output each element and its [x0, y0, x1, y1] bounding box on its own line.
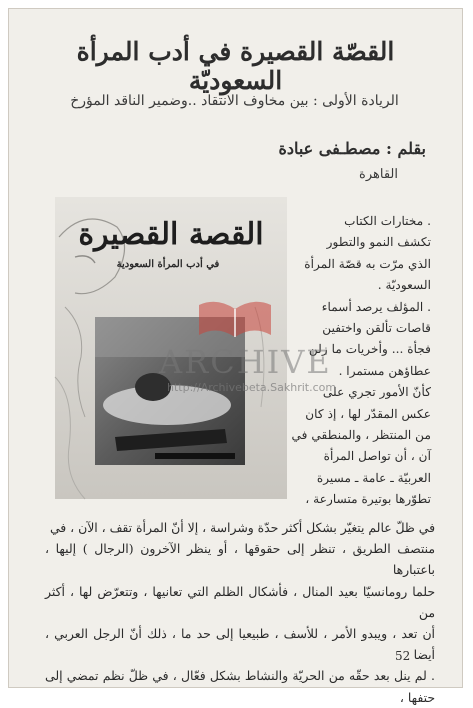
- side-line: السعوديّة .: [377, 278, 431, 293]
- side-line: . مختارات الكتاب: [344, 214, 431, 228]
- body-line: . لم ينل بعد حقّه من الحريّة والنشاط بشكل فعّال ، في ظلّ نظم تمضي إلى حتفها ،: [45, 668, 435, 705]
- cover-subtitle: في أدب المرأة السعودية: [116, 259, 220, 270]
- side-line: تطوّرها بوتيرة متسارعة ،: [305, 492, 431, 507]
- author-byline: بقلم : مصطـفى عبادة: [278, 139, 426, 158]
- body-line: في ظلّ عالم يتغيّر بشكل أكثر حدّة وشراسة ، إلا أنّ المرأة تقف ، الآن ، في: [49, 520, 435, 535]
- magazine-page: [8, 8, 463, 705]
- author-city: القاهرة: [359, 167, 398, 182]
- side-line: عطاؤهن مستمرا .: [338, 363, 431, 378]
- article-title: القصّة القصيرة في أدب المرأة السعوديّة: [76, 37, 395, 95]
- side-line: عكس المقدّر لها ، إذ كان: [305, 406, 431, 421]
- side-line: العربيّة ـ عامة ـ مسيرة: [316, 470, 431, 485]
- body-line: حلما رومانسيّا بعيد المنال ، فأشكال الظلم التي تعانيها ، وتتعرّض لها ، أكثر من: [45, 583, 435, 620]
- side-line: آن ، أن تواصل المرأة: [323, 449, 431, 464]
- side-line: الذي مرّت به قصّة المرأة: [304, 256, 431, 271]
- body-line: أن تعد ، ويبدو الأمر ، للأسف ، طبيعيا إلى حد ما ، ذلك أنّ الرجل العربي ، أيضا: [45, 626, 435, 663]
- side-line: تكشف النمو والتطور: [326, 235, 431, 250]
- article-subtitle: الريادة الأولى : بين مخاوف الانتقاد ..وضمير الناقد المؤرخ: [70, 93, 399, 109]
- watermark-brand: ARCHIVE: [159, 343, 332, 381]
- side-line: كأنّ الأمور تجري على: [322, 385, 431, 400]
- page-number: 52: [395, 649, 411, 663]
- side-line: فجأة ... وأخريات ما زلن: [308, 342, 431, 357]
- body-line: منتصف الطريق ، تنظر إلى حقوقها ، أو ينظر الآخرون (الرجال ) إليها ، باعتبارها: [45, 541, 435, 578]
- cover-title: القصة القصيرة: [78, 217, 264, 252]
- side-line: قاصات تألقن واختفين: [322, 321, 431, 336]
- side-line: . المؤلف يرصد أسماء: [321, 299, 431, 314]
- watermark-url: http://Archivebeta.Sakhrit.com: [167, 381, 337, 394]
- side-line: من المنتظر ، والمنطقي في: [291, 428, 431, 443]
- body-text: [45, 517, 435, 708]
- archive-book-logo-icon: [193, 295, 277, 345]
